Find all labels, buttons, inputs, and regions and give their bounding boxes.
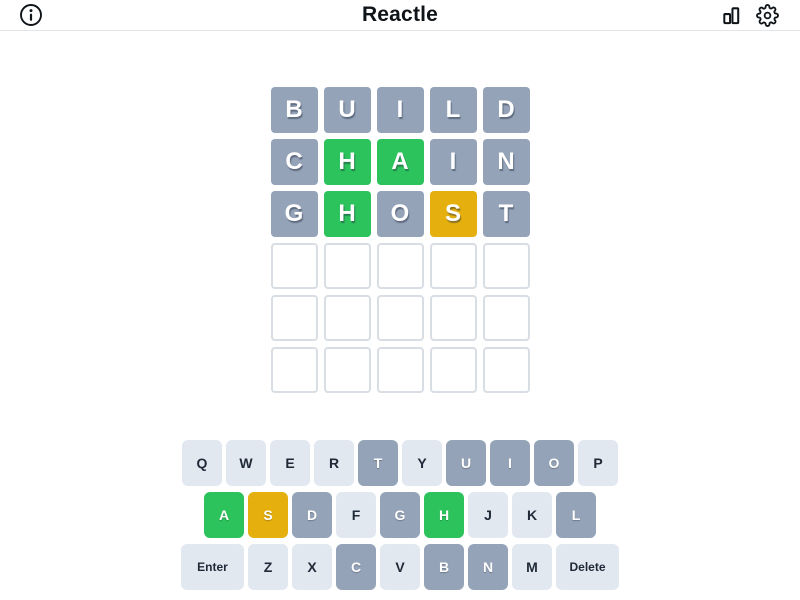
key-s[interactable]: S bbox=[248, 492, 288, 538]
keyboard-row-3 bbox=[0, 544, 800, 590]
tile-empty bbox=[377, 347, 424, 393]
key-b[interactable]: B bbox=[424, 544, 464, 590]
header bbox=[0, 0, 800, 31]
key-d[interactable]: D bbox=[292, 492, 332, 538]
key-o[interactable]: O bbox=[534, 440, 574, 486]
settings-button[interactable] bbox=[756, 4, 779, 27]
key-f[interactable]: F bbox=[336, 492, 376, 538]
page-title: Reactle bbox=[361, 3, 439, 26]
key-t[interactable]: T bbox=[358, 440, 398, 486]
tile-l: L bbox=[430, 87, 477, 133]
tile-b: B bbox=[271, 87, 318, 133]
tile-empty bbox=[377, 295, 424, 341]
board-row-2 bbox=[271, 139, 530, 185]
key-h[interactable]: H bbox=[424, 492, 464, 538]
tile-i: I bbox=[430, 139, 477, 185]
keyboard-row-1 bbox=[0, 440, 800, 486]
bar-chart-icon bbox=[720, 4, 743, 27]
board-row-3 bbox=[271, 191, 530, 237]
tile-empty bbox=[483, 347, 530, 393]
board-row-5 bbox=[271, 295, 530, 341]
key-delete[interactable]: Delete bbox=[556, 544, 619, 590]
key-p[interactable]: P bbox=[578, 440, 618, 486]
tile-u: U bbox=[324, 87, 371, 133]
key-z[interactable]: Z bbox=[248, 544, 288, 590]
board-row-4 bbox=[271, 243, 530, 289]
tile-empty bbox=[324, 347, 371, 393]
tile-empty bbox=[430, 243, 477, 289]
tile-h: H bbox=[324, 191, 371, 237]
stats-button[interactable] bbox=[720, 4, 743, 27]
key-x[interactable]: X bbox=[292, 544, 332, 590]
key-l[interactable]: L bbox=[556, 492, 596, 538]
key-enter[interactable]: Enter bbox=[181, 544, 244, 590]
tile-empty bbox=[483, 243, 530, 289]
key-m[interactable]: M bbox=[512, 544, 552, 590]
tile-empty bbox=[324, 295, 371, 341]
info-button[interactable] bbox=[19, 3, 43, 27]
tile-s: S bbox=[430, 191, 477, 237]
key-e[interactable]: E bbox=[270, 440, 310, 486]
board-area bbox=[0, 87, 800, 393]
tile-empty bbox=[377, 243, 424, 289]
key-v[interactable]: V bbox=[380, 544, 420, 590]
key-c[interactable]: C bbox=[336, 544, 376, 590]
tile-o: O bbox=[377, 191, 424, 237]
tile-i: I bbox=[377, 87, 424, 133]
tile-d: D bbox=[483, 87, 530, 133]
key-w[interactable]: W bbox=[226, 440, 266, 486]
key-y[interactable]: Y bbox=[402, 440, 442, 486]
info-icon bbox=[19, 3, 43, 27]
tile-empty bbox=[271, 243, 318, 289]
key-q[interactable]: Q bbox=[182, 440, 222, 486]
tile-empty bbox=[430, 295, 477, 341]
gear-icon bbox=[756, 4, 779, 27]
tile-empty bbox=[483, 295, 530, 341]
board-row-1 bbox=[271, 87, 530, 133]
tile-empty bbox=[271, 295, 318, 341]
key-k[interactable]: K bbox=[512, 492, 552, 538]
tile-empty bbox=[271, 347, 318, 393]
key-r[interactable]: R bbox=[314, 440, 354, 486]
board-row-6 bbox=[271, 347, 530, 393]
tile-t: T bbox=[483, 191, 530, 237]
key-u[interactable]: U bbox=[446, 440, 486, 486]
tile-empty bbox=[324, 243, 371, 289]
key-j[interactable]: J bbox=[468, 492, 508, 538]
tile-h: H bbox=[324, 139, 371, 185]
tile-g: G bbox=[271, 191, 318, 237]
key-n[interactable]: N bbox=[468, 544, 508, 590]
tile-empty bbox=[430, 347, 477, 393]
keyboard-row-2 bbox=[0, 492, 800, 538]
keyboard bbox=[0, 440, 800, 590]
tile-c: C bbox=[271, 139, 318, 185]
tile-a: A bbox=[377, 139, 424, 185]
key-i[interactable]: I bbox=[490, 440, 530, 486]
game-board bbox=[271, 87, 530, 393]
key-a[interactable]: A bbox=[204, 492, 244, 538]
key-g[interactable]: G bbox=[380, 492, 420, 538]
tile-n: N bbox=[483, 139, 530, 185]
